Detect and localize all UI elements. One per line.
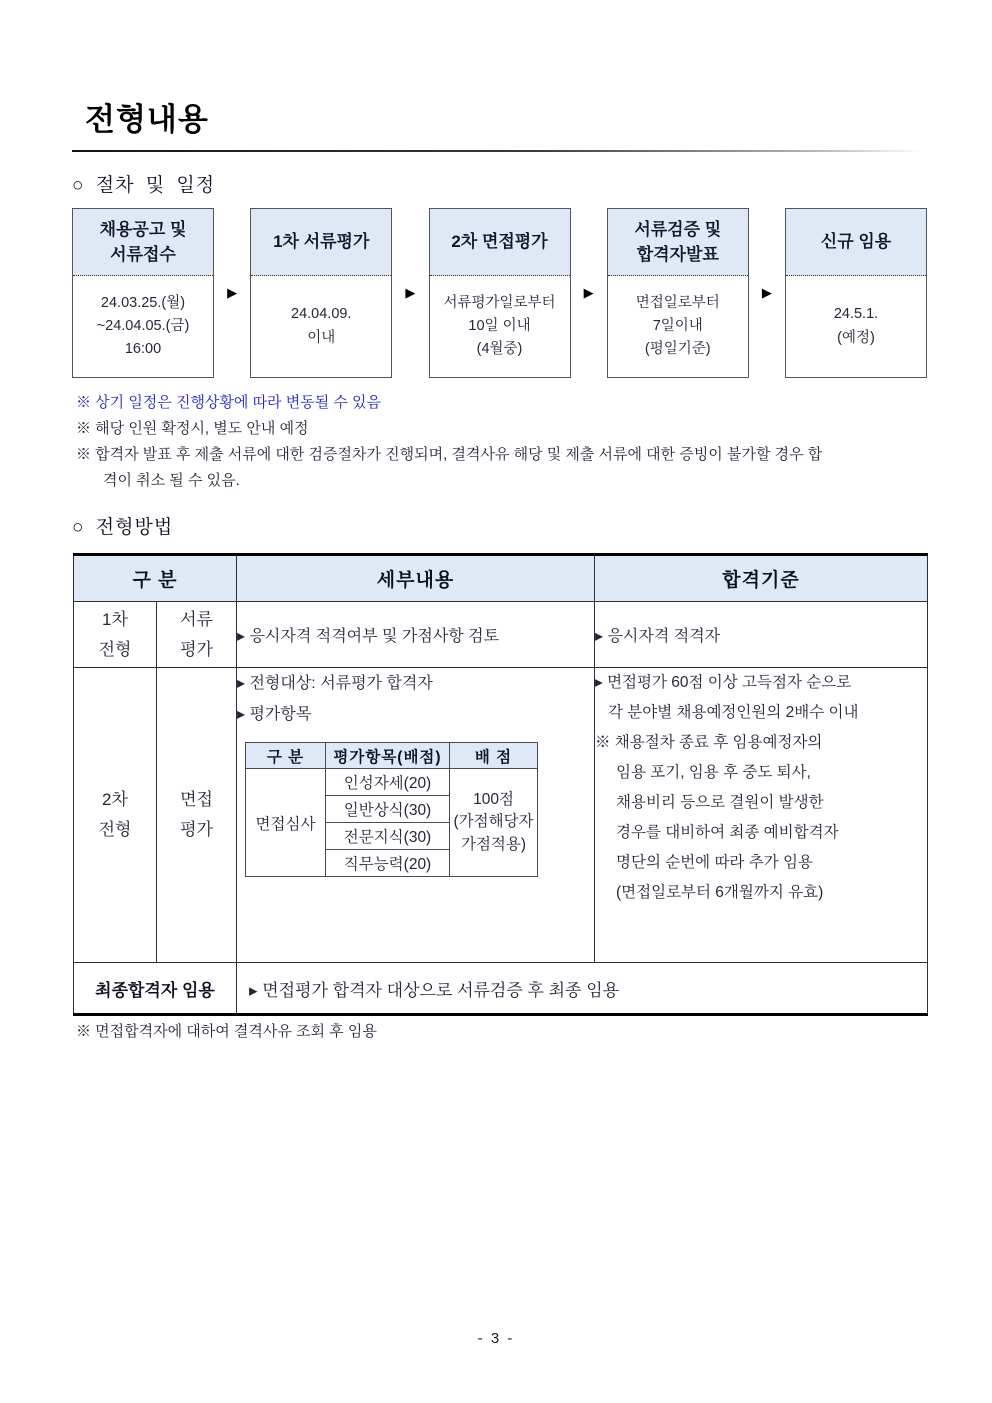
criteria-line: 경우를 대비하여 최종 예비합격자 [616, 824, 839, 841]
stage1-label: 1차 전형 [74, 602, 157, 668]
note-line: ※ 상기 일정은 진행상황에 따라 변동될 수 있음 [76, 394, 381, 411]
flow-step-body: 24.03.25.(월) ~24.04.05.(금) 16:00 [96, 294, 190, 358]
arrow-right-icon: ▶ [405, 285, 416, 300]
stage2-detail [237, 668, 595, 963]
header-detail: 세부내용 [237, 555, 595, 602]
arrow-right-icon: ▶ [227, 285, 238, 300]
inner-item: 직무능력(20) [326, 850, 450, 877]
stage1-criteria: ▸ 응시자격 적격자 [595, 602, 928, 668]
stage1-detail: ▸ 응시자격 적격여부 및 가점사항 검토 [237, 602, 595, 668]
criteria-line: 임용 포기, 임용 후 중도 퇴사, [616, 764, 811, 781]
detail-bullet: ▸ 전형대상: 서류평가 합격자 [237, 675, 433, 692]
table-row-stage1 [74, 602, 928, 668]
selection-method-table [73, 553, 928, 1016]
criteria-line: 채용비리 등으로 결원이 발생한 [616, 794, 824, 811]
criteria-line: (면접일로부터 6개월까지 유효) [616, 884, 824, 901]
stage1-type: 서류 평가 [157, 602, 237, 668]
flow-step-body: 24.5.1. (예정) [833, 306, 879, 346]
title-divider [72, 150, 924, 152]
final-row-content: ▸ 면접평가 합격자 대상으로 서류검증 후 최종 임용 [237, 963, 928, 1015]
stage2-type: 면접 평가 [157, 668, 237, 963]
inner-item: 전문지식(30) [326, 823, 450, 850]
section-heading-method: ○ 전형방법 [72, 517, 174, 538]
criteria-line: 각 분야별 채용예정인원의 2배수 이내 [608, 704, 859, 721]
flow-step-title: 1차 서류평가 [251, 209, 391, 276]
inner-item: 인성자세(20) [326, 769, 450, 796]
flow-step-title: 서류검증 및 합격자발표 [608, 209, 748, 276]
flow-step-appointment [785, 208, 927, 378]
detail-bullet: ▸ 평가항목 [237, 706, 312, 723]
footer-note: ※ 면접합격자에 대하여 결격사유 조회 후 임용 [76, 1023, 377, 1040]
flow-step-verification [607, 208, 749, 378]
table-row-final [74, 963, 928, 1015]
inner-row [246, 769, 538, 796]
flow-step-title: 신규 임용 [786, 209, 926, 276]
inner-header-row [246, 743, 538, 769]
arrow-right-icon: ▶ [583, 285, 594, 300]
inner-group-label: 면접심사 [246, 769, 326, 877]
header-criteria: 합격기준 [595, 555, 928, 602]
header-category: 구 분 [74, 555, 237, 602]
criteria-line: 명단의 순번에 따라 추가 임용 [616, 854, 813, 871]
note-line: ※ 합격자 발표 후 제출 서류에 대한 검증절차가 진행되며, 결격사유 해당 및 제출 서류에 대한 증빙이 불가할 경우 합 [76, 446, 823, 463]
inner-item: 일반상식(30) [326, 796, 450, 823]
inner-header-score: 배 점 [450, 743, 538, 769]
table-row-stage2 [74, 668, 928, 963]
inner-score: 100점 (가점해당자 가점적용) [450, 769, 538, 877]
flow-step-announcement [72, 208, 214, 378]
section-heading-schedule: ○ 절차 및 일정 [72, 175, 216, 196]
criteria-line: ▸ 면접평가 60점 이상 고득점자 순으로 [595, 674, 852, 691]
arrow-right-icon: ▶ [761, 285, 772, 300]
flow-step-interview [429, 208, 571, 378]
note-line: 격이 취소 될 수 있음. [103, 472, 240, 489]
schedule-notes [76, 390, 938, 494]
stage2-label: 2차 전형 [74, 668, 157, 963]
note-line: ※ 해당 인원 확정시, 별도 안내 예정 [76, 420, 309, 437]
flow-step-title: 채용공고 및 서류접수 [73, 209, 213, 276]
page-number: - 3 - [477, 1330, 515, 1347]
schedule-flowchart [72, 208, 927, 378]
criteria-line: ※ 채용절차 종료 후 임용예정자의 [595, 734, 823, 751]
inner-header-category: 구 분 [246, 743, 326, 769]
flow-step-body: 24.04.09. 이내 [291, 306, 352, 346]
flow-step-doc-screening [250, 208, 392, 378]
flow-step-body: 면접일로부터 7일이내 (평일기준) [635, 294, 720, 358]
page-title: 전형내용 [85, 102, 209, 137]
final-row-label: 최종합격자 임용 [74, 963, 237, 1015]
flow-step-title: 2차 면접평가 [430, 209, 570, 276]
stage2-criteria [595, 668, 928, 963]
flow-step-body: 서류평가일로부터 10일 이내 (4월중) [443, 294, 556, 358]
table-header-row [74, 555, 928, 602]
evaluation-items-table [245, 742, 538, 877]
inner-header-item: 평가항목(배점) [326, 743, 450, 769]
